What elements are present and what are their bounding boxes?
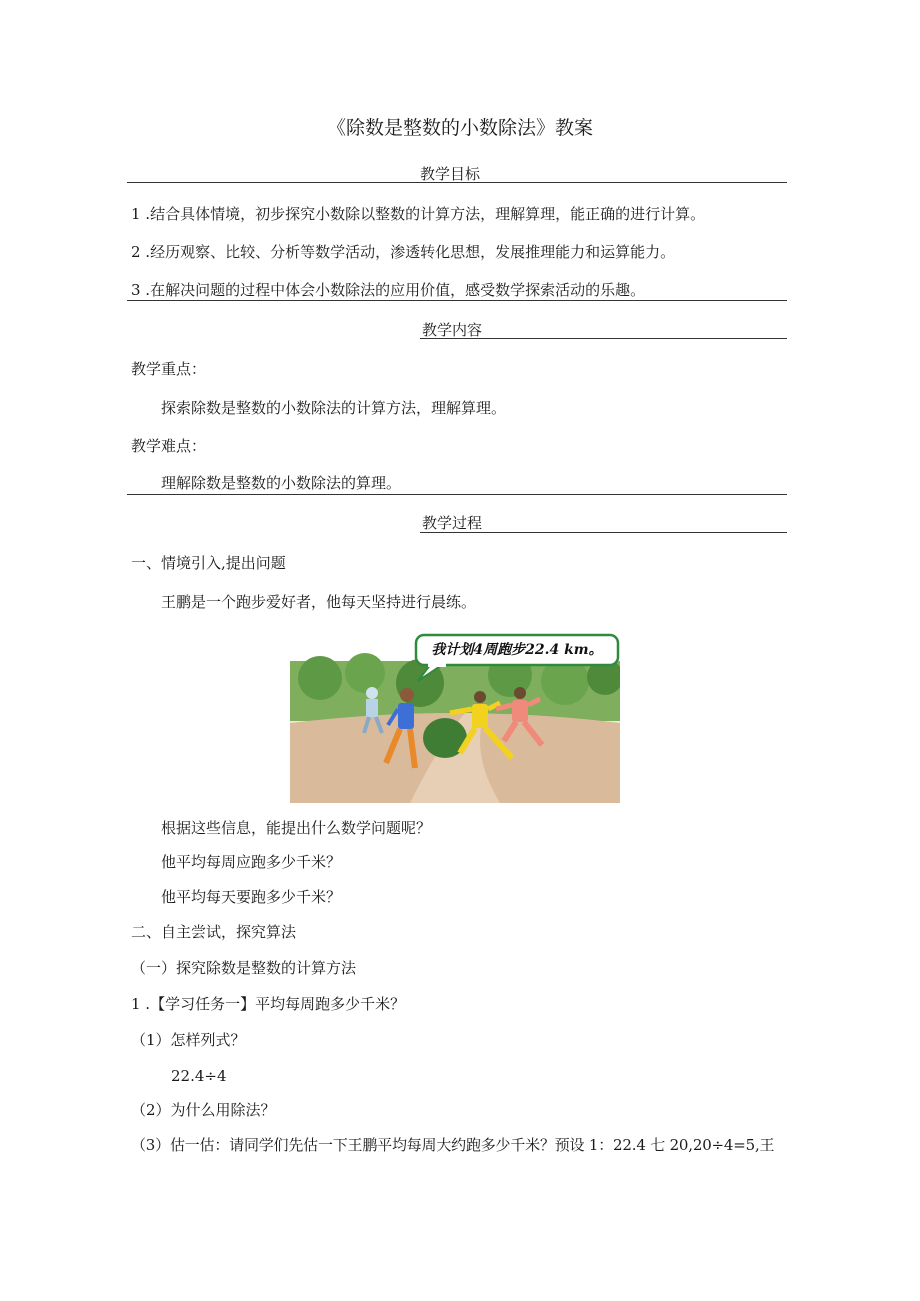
goals-heading: 教学目标: [420, 165, 481, 183]
speech-bubble-text: 我计划4周跑步22.4 km。: [431, 642, 603, 658]
process-divider: [420, 532, 787, 533]
question-prompt: 根据这些信息，能提出什么数学问题呢？: [161, 819, 432, 837]
content-heading: 教学内容: [422, 321, 483, 339]
content-end-divider: [127, 494, 787, 495]
subsection-1: （一）探究除数是整数的计算方法: [131, 959, 357, 977]
running-scene-illustration: [290, 633, 620, 803]
goal-item-3: 3 .在解决问题的过程中体会小数除法的应用价值，感受数学探索活动的乐趣。: [131, 281, 646, 299]
formula: 22.4÷4: [171, 1067, 227, 1085]
process-heading: 教学过程: [422, 514, 483, 532]
part1-heading: 一、情境引入,提出问题: [131, 554, 286, 572]
step-3: （3）估一估：请同学们先估一下王鹏平均每周大约跑多少千米？预设 1：22.4 七 20,20÷4=5,王: [131, 1136, 775, 1154]
goals-divider: [127, 182, 787, 183]
intro-text: 王鹏是一个跑步爱好者，他每天坚持进行晨练。: [161, 593, 477, 611]
question-2: 他平均每天要跑多少千米？: [161, 888, 342, 906]
document-title: 《除数是整数的小数除法》教案: [326, 117, 593, 139]
goal-item-2: 2 .经历观察、比较、分析等数学活动，渗透转化思想，发展推理能力和运算能力。: [131, 243, 676, 261]
step-2: （2）为什么用除法？: [131, 1101, 276, 1119]
content-divider: [420, 338, 787, 339]
task-1: 1 .【学习任务一】平均每周跑多少千米？: [131, 995, 406, 1013]
key-point-text: 探索除数是整数的小数除法的计算方法，理解算理。: [161, 399, 507, 417]
goals-end-divider: [127, 300, 787, 301]
difficulty-text: 理解除数是整数的小数除法的算理。: [161, 474, 402, 492]
difficulty-label: 教学难点：: [131, 437, 207, 455]
part2-heading: 二、自主尝试，探究算法: [131, 923, 297, 941]
goal-item-1: 1 .结合具体情境，初步探究小数除以整数的计算方法，理解算理，能正确的进行计算。: [131, 205, 706, 223]
step-1: （1）怎样列式？: [131, 1031, 246, 1049]
key-point-label: 教学重点：: [131, 360, 207, 378]
question-1: 他平均每周应跑多少千米？: [161, 853, 342, 871]
